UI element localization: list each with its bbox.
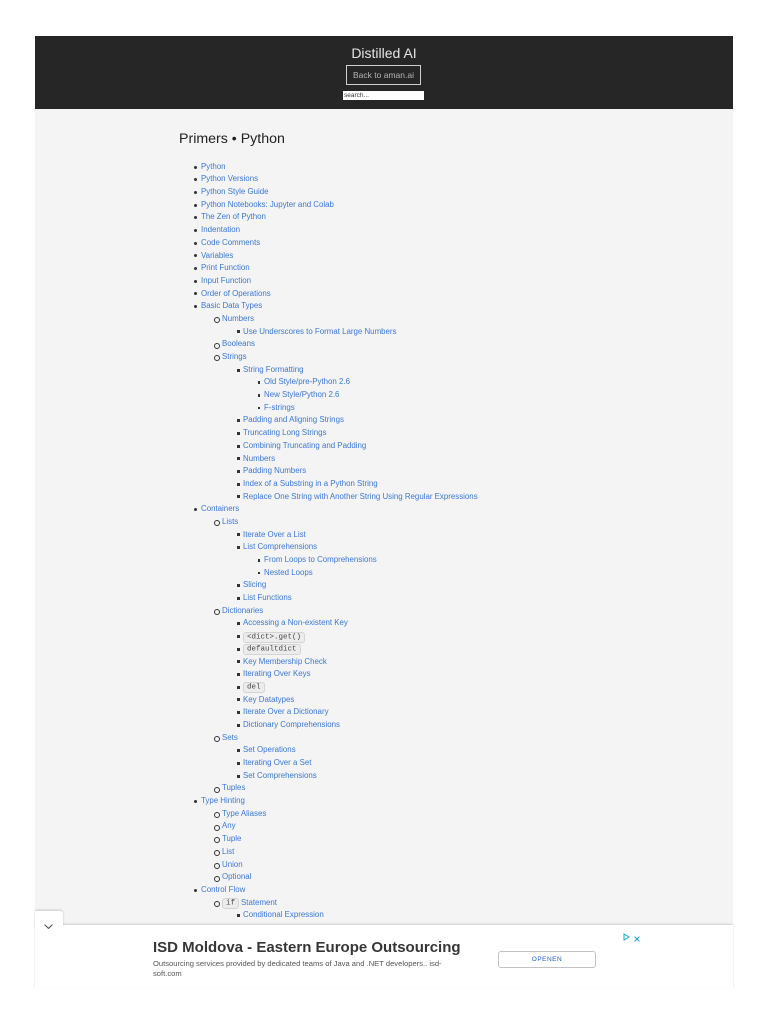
toc-item [222,313,478,338]
toc-link-basic-data-types[interactable] [201,301,262,310]
toc-link-label: Order of Operations [201,288,271,298]
toc-item [201,237,478,250]
toc-link-label: Control Flow [201,884,246,894]
toc-link-new-style-python-2-6[interactable] [264,390,339,399]
toc-item [243,681,478,694]
toc-link-nested-loops[interactable] [264,568,313,577]
toc-link-label: Statement [241,897,277,907]
toc-link-key-datatypes[interactable] [243,695,294,704]
ad-banner [35,925,733,988]
toc-link-list-comprehensions[interactable] [243,542,317,551]
toc-link-label: Input Function [201,275,252,285]
toc-link-label: Indentation [201,225,241,235]
toc-link-label: Numbers [222,313,255,323]
toc-sublist [243,376,478,414]
toc-item [201,503,478,795]
toc-link-label: Any [222,821,236,831]
toc-link-label: Dictionary Comprehensions [243,719,340,729]
toc-item [243,656,478,669]
toc-link-label: Python Notebooks: Jupyter and Colab [201,199,334,209]
toc-item [201,288,478,301]
toc-link-label: Python Versions [201,174,259,184]
toc-link-print-function[interactable] [201,263,250,272]
toc-link-truncating-long-strings[interactable] [243,428,326,437]
toc-link-any[interactable] [222,821,236,830]
toc-item [243,465,478,478]
toc-link-label: Union [222,859,243,869]
toc-item [243,617,478,630]
close-icon[interactable] [634,929,640,935]
toc-list [179,161,478,922]
toc-link-label: Set Comprehensions [243,770,317,780]
toc-link-iterate-over-a-dictionary[interactable] [243,707,329,716]
toc-item [222,833,478,846]
toc-link-tuple[interactable] [222,834,241,843]
toc-sublist [222,326,478,339]
toc-link-strings[interactable] [222,352,247,361]
toc-item [264,402,478,415]
toc-sublist [243,554,478,579]
toc-item [222,808,478,821]
toc-item [264,567,478,580]
toc-link-label: Python Style Guide [201,187,269,197]
toc-link-label: List Functions [243,593,292,603]
toc-item [222,351,478,503]
toc-link-label: Key Datatypes [243,694,295,704]
toc-item [243,719,478,732]
toc-link-type-aliases[interactable] [222,809,266,818]
toc-link-label: From Loops to Comprehensions [264,555,377,564]
toc-link-code-comments[interactable] [201,238,260,247]
toc-link-python-style-guide[interactable] [201,187,269,196]
toc-link-label: Containers [201,504,240,514]
toc-link-label: Padding Numbers [243,466,307,476]
toc-link-combining-truncating-and-padding[interactable] [243,441,366,450]
toc-item [264,389,478,402]
inline-code: <dict>.get() [243,632,305,643]
toc-link-set-operations[interactable] [243,745,296,754]
chevron-down-icon [44,916,53,921]
toc-link-label: Print Function [201,263,250,273]
toc-link-label: Conditional Expression [243,910,324,920]
toc-link-replace-one-string-with-another-string-using-regular-expressions[interactable] [243,492,478,501]
toc-link-label: Strings [222,352,247,361]
toc-link-dictionaries[interactable] [222,606,263,615]
toc-item [201,275,478,288]
main-content [35,109,733,925]
toc-link-label: Use Underscores to Format Large Numbers [243,326,397,336]
adchoices-icon[interactable] [623,928,630,936]
toc-link-defaultdict[interactable] [243,644,301,653]
toc-link-control-flow[interactable] [201,885,245,894]
toc-item [222,605,478,732]
toc-link-label: Type Aliases [222,808,267,818]
search-input[interactable] [343,91,424,100]
toc-item [243,453,478,466]
inline-code: del [243,682,265,693]
toc-link-label: String Formatting [243,364,304,374]
toc-link-numbers[interactable] [222,314,254,323]
toc-sublist [222,529,478,605]
toc-link-label: Iterating Over a Set [243,758,312,767]
toc-link-accessing-a-non-existent-key[interactable] [243,618,348,627]
toc-link-label: Code Comments [201,237,261,247]
toc-link-dict-get[interactable] [243,631,305,640]
toc-link-slicing[interactable] [243,580,266,589]
toc-link-python-notebooks-jupyter-and-colab[interactable] [201,200,334,209]
toc-link-variables[interactable] [201,251,233,260]
toc-link-label: Padding and Aligning Strings [243,415,344,425]
toc-item [243,541,478,579]
toc-link-conditional-expression[interactable] [243,910,324,919]
toc-item [201,262,478,275]
toc-item [264,554,478,567]
ad-title[interactable]: ISD Moldova - Eastern Europe Outsourcing [153,939,461,956]
toc-link-union[interactable] [222,860,243,869]
toc-link-label: Tuple [222,834,242,844]
toc-item [222,782,478,795]
toc-link-set-comprehensions[interactable] [243,771,317,780]
toc-sublist [222,744,478,782]
toc-link-numbers[interactable] [243,454,275,463]
toc-link-label: Accessing a Non-existent Key [243,618,348,628]
toc-item [201,161,478,174]
toc-link-iterating-over-a-set[interactable] [243,758,311,767]
toc-item [243,770,478,783]
toc-link-from-loops-to-comprehensions[interactable] [264,555,377,564]
toc-item [222,820,478,833]
toc-item [243,909,478,922]
toc-item [243,643,478,656]
toc-link-label: Index of a Substring in a Python String [243,478,378,488]
toc-link-iterating-over-keys[interactable] [243,669,311,678]
toc-item [243,440,478,453]
ad-collapse-tab[interactable] [35,911,63,926]
toc-link-input-function[interactable] [201,276,251,285]
toc-item [243,427,478,440]
toc-link-label: The Zen of Python [201,212,266,222]
toc-item [201,211,478,224]
toc-link-list[interactable] [222,847,234,856]
toc-link-label: Numbers [243,453,276,463]
toc-link-dictionary-comprehensions[interactable] [243,720,340,729]
toc-item [243,744,478,757]
toc-item [222,516,478,605]
toc-item [201,884,478,922]
toc-link-label: Booleans [222,339,255,349]
toc-link-string-formatting[interactable] [243,365,304,374]
toc-item [222,859,478,872]
toc-item [222,897,478,922]
toc-link-label: Replace One String with Another String Using Regular Expressions [243,491,478,501]
toc-item [222,732,478,783]
toc-item [222,871,478,884]
toc-link-label: Set Operations [243,745,296,755]
toc-item [201,250,478,263]
ad-open-button[interactable]: OPENEN [498,951,596,968]
toc-link-containers[interactable] [201,504,239,513]
toc-item [201,199,478,212]
toc-link-label: Slicing [243,580,267,590]
toc-link-old-style-pre-python-2-6[interactable] [264,377,350,386]
toc-sublist [222,364,478,504]
toc-item [264,376,478,389]
toc-link-label: Iterating Over Keys [243,669,311,679]
toc-link-f-strings[interactable] [264,403,295,412]
toc-link-order-of-operations[interactable] [201,289,271,298]
toc-link-optional[interactable] [222,872,251,881]
toc-link-label: Dictionaries [222,605,264,615]
toc-item [201,300,478,503]
toc-link-python[interactable] [201,162,226,171]
toc-link-label: Variables [201,250,234,260]
toc-item [243,757,478,770]
toc-link-label: Lists [222,516,239,526]
toc-link-label: Basic Data Types [201,301,263,311]
toc-sublist [222,617,478,731]
toc-link-if-statement[interactable] [222,898,277,907]
toc-link-index-of-a-substring-in-a-python-string[interactable] [243,479,378,488]
table-of-contents [179,161,478,922]
toc-item [243,326,478,339]
toc-link-label: Old Style/pre-Python 2.6 [264,377,350,387]
site-header [35,36,733,109]
toc-link-label: F-strings [264,402,295,412]
toc-link-label: Python [201,161,226,171]
toc-link-label: List [222,846,235,856]
toc-link-indentation[interactable] [201,225,240,234]
toc-link-label: Nested Loops [264,567,313,577]
toc-item [243,364,478,415]
toc-sublist [201,897,478,922]
toc-link-label: Key Membership Check [243,656,327,666]
toc-link-label: New Style/Python 2.6 [264,390,340,400]
toc-item [243,529,478,542]
toc-link-sets[interactable] [222,733,238,742]
page-title: Primers • Python [179,131,285,147]
toc-item [201,224,478,237]
toc-link-the-zen-of-python[interactable] [201,212,266,221]
toc-item [243,706,478,719]
toc-link-label: Combining Truncating and Padding [243,440,367,450]
toc-item [243,478,478,491]
toc-link-type-hinting[interactable] [201,796,245,805]
toc-link-list-functions[interactable] [243,593,292,602]
toc-link-lists[interactable] [222,517,238,526]
toc-link-key-membership-check[interactable] [243,657,327,666]
toc-link-padding-numbers[interactable] [243,466,306,475]
toc-sublist [201,516,478,795]
toc-link-del[interactable] [243,682,265,691]
toc-link-padding-and-aligning-strings[interactable] [243,415,344,424]
toc-link-label: Sets [222,732,238,742]
toc-item [243,694,478,707]
toc-link-booleans[interactable] [222,339,255,348]
toc-link-label: Tuples [222,783,246,793]
toc-item [222,338,478,351]
toc-item [222,846,478,859]
toc-item [201,173,478,186]
toc-item [243,668,478,681]
toc-item [243,592,478,605]
inline-code: defaultdict [243,644,301,655]
toc-link-label: Type Hinting [201,796,245,806]
toc-link-label: Iterate Over a Dictionary [243,707,329,717]
back-to-aman-button[interactable]: Back to aman.ai [346,65,421,85]
toc-item [201,186,478,199]
site-title-link[interactable]: Distilled AI [351,45,417,61]
toc-item [201,795,478,884]
toc-link-use-underscores-to-format-large-numbers[interactable] [243,327,397,336]
toc-link-label: Optional [222,872,252,882]
inline-code: if [222,898,239,909]
toc-link-iterate-over-a-list[interactable] [243,530,306,539]
toc-link-tuples[interactable] [222,783,245,792]
toc-item [243,579,478,592]
toc-sublist [201,313,478,503]
toc-item [243,414,478,427]
toc-link-python-versions[interactable] [201,174,258,183]
toc-item [243,491,478,504]
toc-link-label: Truncating Long Strings [243,428,327,438]
toc-sublist [222,909,478,922]
toc-item [243,630,478,643]
ad-description[interactable]: Outsourcing services provided by dedicated teams of Java and .NET developers.. isd-soft.com [153,959,442,978]
toc-link-label: Iterate Over a List [243,529,306,539]
toc-link-label: List Comprehensions [243,542,318,552]
toc-sublist [201,808,478,884]
